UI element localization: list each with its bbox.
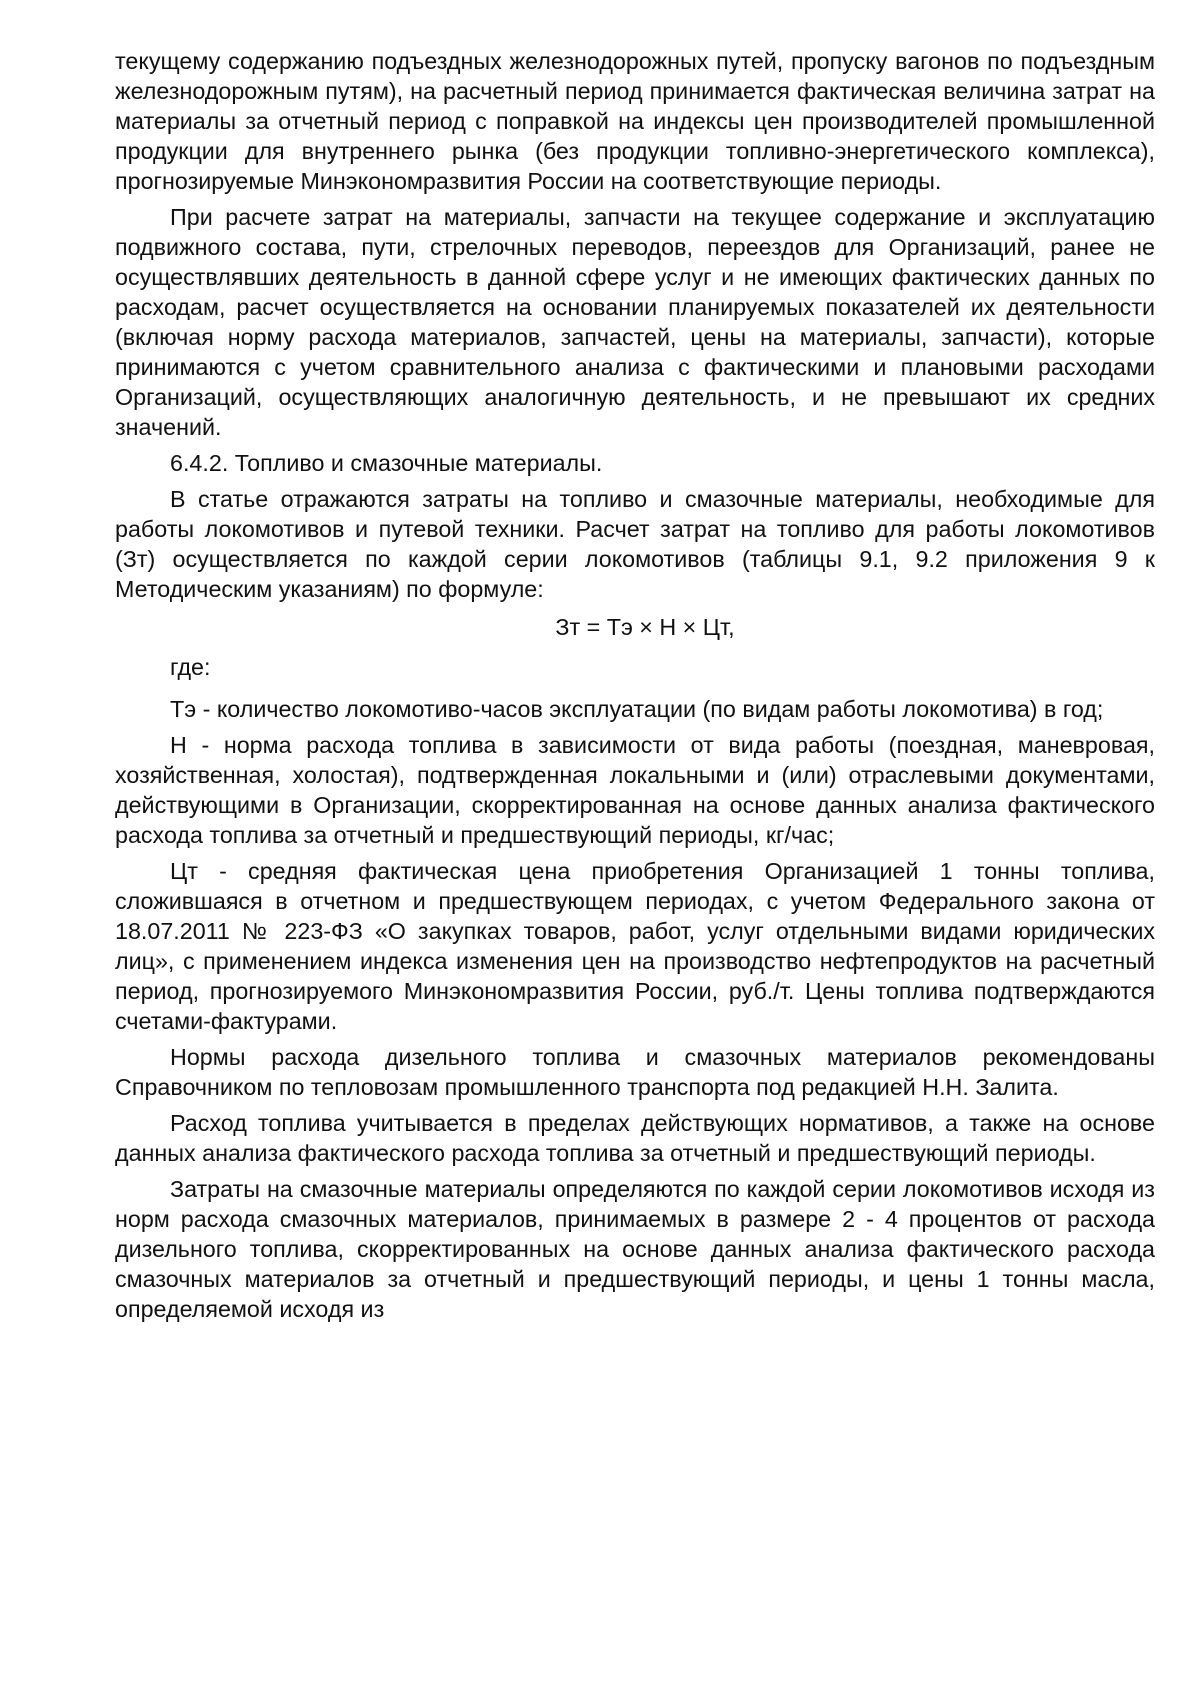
paragraph-continuation: текущему содержанию подъездных железнодорожных путей, пропуску вагонов по подъездным железнодорожным путям), на расчетный период принимается фактическая величина затрат на материалы за отчетный период с поправкой на индексы цен производителей промышленной продукции для внутреннего рынка (без продукции топливно-энергетического комплекса), прогнозируемые Минэкономразвития России на соответствующие периоды.	[115, 48, 1155, 194]
paragraph-new-organizations: При расчете затрат на материалы, запчасти на текущее содержание и эксплуатацию подвижного состава, пути, стрелочных переводов, переездов для Организаций, ранее не осуществлявших деятельность в данной сфере услуг и не имеющих фактических данных по расходам, расчет осуществляется на основании планируемых показателей их деятельности (включая норму расхода материалов, запчастей, цены на материалы, запчасти), которые принимаются с учетом сравнительного анализа с фактическими и плановыми расходами Организаций, осуществляющих аналогичную деятельность, и не превышают их средних значений.	[115, 204, 1155, 440]
paragraph-fuel-consumption: Расход топлива учитывается в пределах действующих нормативов, а также на основе данных анализа фактического расхода топлива за отчетный и предшествующий периоды.	[115, 1110, 1155, 1166]
paragraph-fuel-costs: В статье отражаются затраты на топливо и смазочные материалы, необходимые для работы локомотивов и путевой техники. Расчет затрат на топливо для работы локомотивов (Зт) осуществляется по каждой серии локомотивов (таблицы 9.1, 9.2 приложения 9 к Методическим указаниям) по формуле:	[115, 486, 1155, 602]
document-page	[115, 46, 1155, 1330]
definition-te: Тэ - количество локомотиво-часов эксплуатации (по видам работы локомотива) в год;	[170, 696, 1104, 722]
formula-fuel-cost: Зт = Тэ × Н × Цт,	[555, 614, 735, 640]
section-heading-6-4-2: 6.4.2. Топливо и смазочные материалы.	[170, 450, 603, 476]
definition-ct: Цт - средняя фактическая цена приобретения Организацией 1 тонны топлива, сложившаяся в отчетном и предшествующем периодах, с учетом Федерального закона от 18.07.2011 № 223-ФЗ «О закупках товаров, работ, услуг отдельными видами юридических лиц», с применением индекса изменения цен на производство нефтепродуктов на расчетный период, прогнозируемого Минэкономразвития России, руб./т. Цены топлива подтверждаются счетами-фактурами.	[115, 858, 1155, 1034]
paragraph-norms-reference: Нормы расхода дизельного топлива и смазочных материалов рекомендованы Справочником по тепловозам промышленного транспорта под редакцией Н.Н. Залита.	[115, 1044, 1155, 1100]
formula-where-label: где:	[170, 654, 211, 680]
paragraph-lubricants: Затраты на смазочные материалы определяются по каждой серии локомотивов исходя из норм расхода смазочных материалов, принимаемых в размере 2 - 4 процентов от расхода дизельного топлива, скорректированных на основе данных анализа фактического расхода смазочных материалов за отчетный и предшествующий периоды, и цены 1 тонны масла, определяемой исходя из	[115, 1176, 1155, 1322]
definition-n: Н - норма расхода топлива в зависимости от вида работы (поездная, маневровая, хозяйственная, холостая), подтвержденная локальными и (или) отраслевыми документами, действующими в Организации, скорректированная на основе данных анализа фактического расхода топлива за отчетный и предшествующий периоды, кг/час;	[115, 732, 1155, 848]
